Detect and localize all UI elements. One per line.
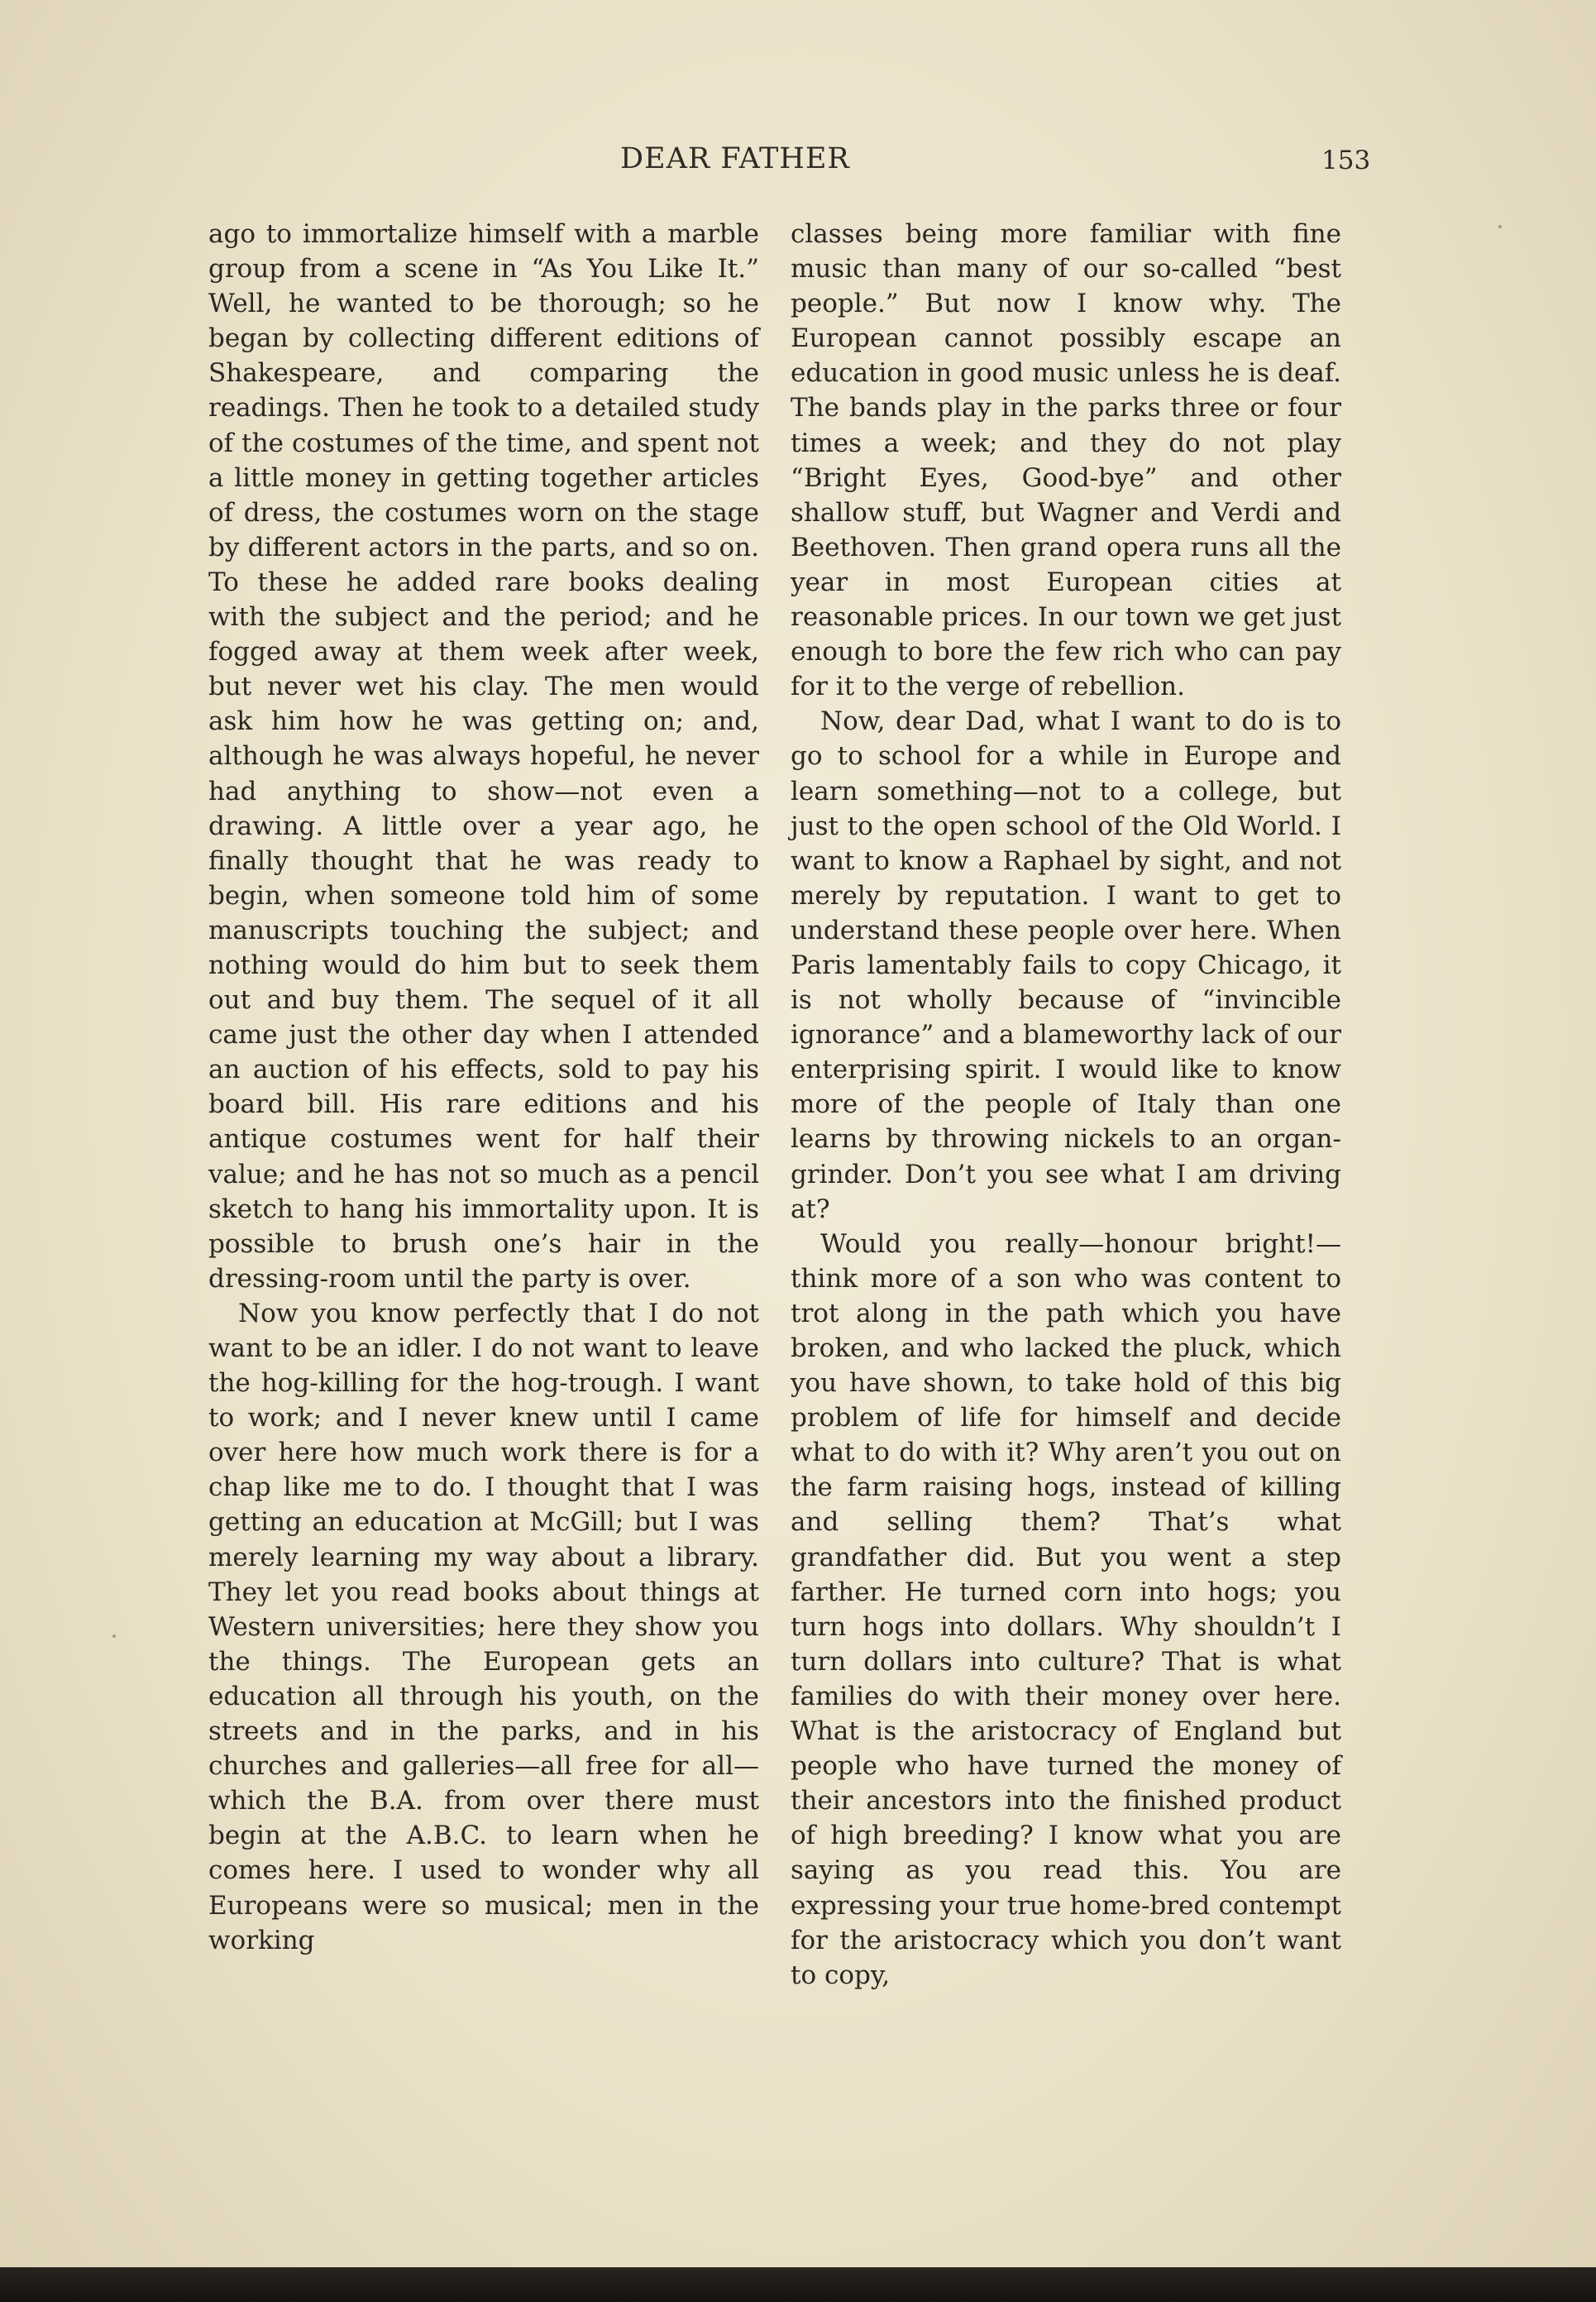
right-paragraph-3: Would you really—honour bright!—think more of a son who was content to trot along in the path which you have broken, and who lacked the pluck, which you have shown, to take hold of this big problem of life for himself and decide what to do with it? Why aren’t you out on the farm raising hogs, instead of killing and selling them? That’s what grandfather did. But you went a step farther. He turned corn into hogs; you turn hogs into dollars. Why shouldn’t I turn dollars into culture? That is what families do with their money over here. What is the aristocracy of England but people who have turned the money of their ancestors into the finished product of high breeding? I know what you are saying as you read this. You are expressing your true home-bred contempt for the aristocracy which you don’t want to copy, xyxy=(791,1228,1341,1990)
paper-speck xyxy=(1498,225,1502,228)
left-column xyxy=(208,217,759,1958)
right-paragraph-1: classes being more familiar with fine music than many of our so-called “best people.” But now I know why. The European cannot possibly escape an education in good music unless he is deaf. The bands play in the parks three or four times a week; and they do not play “Bright Eyes, Good-bye” and other shallow stuff, but Wagner and Verdi and Beethoven. Then grand opera runs all the year in most European cities at reasonable prices. In our town we get just enough to bore the few rich who can pay for it to the verge of rebellion. xyxy=(791,219,1341,702)
page-header xyxy=(0,137,1596,187)
left-paragraph-2: Now you know perfectly that I do not want to be an idler. I do not want to leave the hog-killing for the hog-trough. I want to work; and I never knew until I came over here how much work there is for a chap like me to do. I thought that I was getting an education at McGill; but I was merely learning my way about a library. They let you read books about things at Western universities; here they show you the things. The European gets an education all through his youth, on the streets and in the parks, and in his churches and galleries—all free for all—which the B.A. from over there must begin at the A.B.C. to learn when he comes here. I used to wonder why all Europeans were so musical; men in the working xyxy=(208,1298,759,1955)
running-title: DEAR FATHER xyxy=(620,142,850,175)
paper-speck xyxy=(112,1634,116,1638)
right-paragraph-2: Now, dear Dad, what I want to do is to go to school for a while in Europe and learn something—not to a college, but just to the open school of the Old World. I want to know a Raphael by sight, and not merely by reputation. I want to get to understand these people over here. When Paris lamentably fails to copy Chicago, it is not wholly because of “invincible ignorance” and a blameworthy lack of our enterprising spirit. I would like to know more of the people of Italy than one learns by throwing nickels to an organ-grinder. Don’t you see what I am driving at? xyxy=(791,706,1341,1224)
left-paragraph-1: ago to immortalize himself with a marble group from a scene in “As You Like It.” Well, he wanted to be thorough; so he began by collecting different editions of Shakespeare, and comparing the readings. Then he took to a detailed study of the costumes of the time, and spent not a little money in getting together articles of dress, the costumes worn on the stage by different actors in the parts, and so on. To these he added rare books dealing with the subject and the period; and he fogged away at them week after week, but never wet his clay. The men would ask him how he was getting on; and, although he was always hopeful, he never had anything to show—not even a drawing. A little over a year ago, he finally thought that he was ready to begin, when someone told him of some manuscripts touching the subject; and nothing would do him but to seek them out and buy them. The sequel of it all came just the other day when I attended an auction of his effects, sold to pay his board bill. His rare editions and his antique costumes went for half their value; and he has not so much as a pencil sketch to hang his immortality upon. It is possible to brush one’s hair in the dressing-room until the party is over. xyxy=(208,219,759,1294)
right-column xyxy=(791,217,1341,1993)
page-number: 153 xyxy=(1321,146,1371,175)
